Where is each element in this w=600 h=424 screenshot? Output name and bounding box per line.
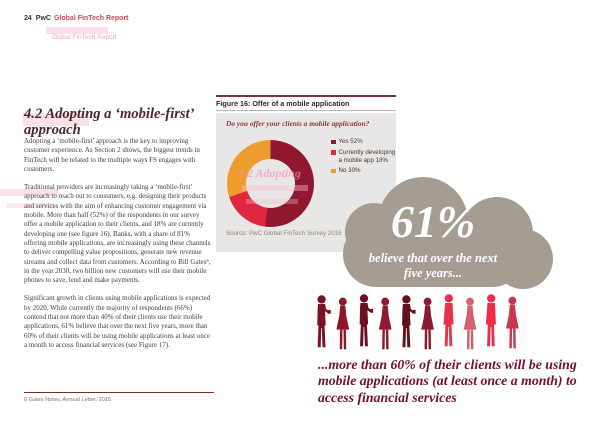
ghost-highlight-bar — [46, 27, 108, 34]
figure-sub-rule — [216, 110, 396, 111]
paragraph: Traditional providers are increasingly taking a ‘mobile-first’ approach to reach out to consumers, e.g. designing their products and services with the aim of enhancing customer engagement via mobile. More than half (52%) of the respondents in our survey offer a mobile application to their clients, and 18% are currently developing one (see figure 16). Banks, with a share of 81% offering mobile applications, are increasingly using these channels to deliver compelling value propositions, generate new revenue streams and collect data from customers. According to Bill Gates⁶, in the year 2030, two billion new customers will use their mobile phones to save, lend and make payments. — [24, 183, 211, 285]
chart-legend — [331, 138, 397, 178]
legend-swatch — [331, 169, 336, 174]
cloud-infographic — [343, 177, 523, 289]
legend-label: No 30% — [338, 167, 361, 175]
ghost-header-echo: Global FinTech Report — [52, 34, 117, 41]
page-number: 24 — [24, 15, 32, 22]
legend-item-yes — [331, 138, 397, 146]
footnote: 6 Gates Notes, Annual Letter, 2015 — [24, 397, 112, 403]
figure-question: Do you offer your clients a mobile application? — [226, 119, 370, 128]
legend-label: Yes 52% — [338, 138, 363, 145]
page-header — [24, 15, 129, 22]
brand-name: PwC — [35, 15, 51, 22]
footnote-rule — [24, 392, 214, 393]
ghost-chart-bar — [242, 185, 308, 191]
article-body — [24, 137, 213, 359]
stat-value: 61% — [390, 196, 476, 247]
legend-label: Currently developing a mobile app 18% — [338, 148, 396, 164]
legend-item-developing — [331, 149, 397, 165]
person-silhouette — [360, 294, 374, 346]
legend-swatch — [331, 150, 336, 155]
people-silhouettes-graphic — [312, 293, 524, 351]
paragraph: Adopting a ‘mobile-first’ approach is the key to improving customer experience. As Section 2 shows, the biggest trends in FinTech will be related to the multiple ways FS engages with customers. — [24, 137, 200, 173]
person-silhouette — [464, 298, 477, 350]
person-silhouette — [336, 298, 349, 350]
person-silhouette — [421, 298, 434, 350]
person-silhouette — [317, 295, 331, 347]
figure-title: Figure 16: Offer of a mobile application — [216, 99, 350, 108]
section-heading: 4.2 Adopting a ‘mobile-first’ approach — [24, 106, 194, 139]
person-silhouette — [402, 295, 416, 347]
key-statement: ...more than 60% of their clients will be using mobile applications (at least once a month) to access financial services — [318, 357, 577, 405]
person-silhouette — [486, 294, 496, 346]
person-silhouette — [379, 298, 392, 350]
figure-source: Source: PwC Global FinTech Survey 2016 — [226, 230, 342, 237]
person-silhouette — [443, 294, 453, 346]
legend-swatch — [331, 140, 336, 145]
person-silhouette — [506, 297, 519, 349]
ghost-chart-echo: 4.2 Adopting — [238, 166, 301, 180]
figure-top-rule — [216, 95, 396, 97]
stat-caption: believe that over the next five years... — [368, 251, 498, 280]
report-title: Global FinTech Report — [53, 15, 129, 22]
ghost-chart-bar — [246, 199, 298, 204]
legend-item-no — [331, 167, 397, 175]
paragraph: Significant growth in clients using mobile applications is expected by 2020. While currently the majority of respondents (66%) contend that not more than 40% of their clients use their mobile applications, 61% believe that over the next five years, more than 60% of their clients will be using mobile applications at least once a month to access financial services (see Figure 17). — [24, 294, 211, 349]
